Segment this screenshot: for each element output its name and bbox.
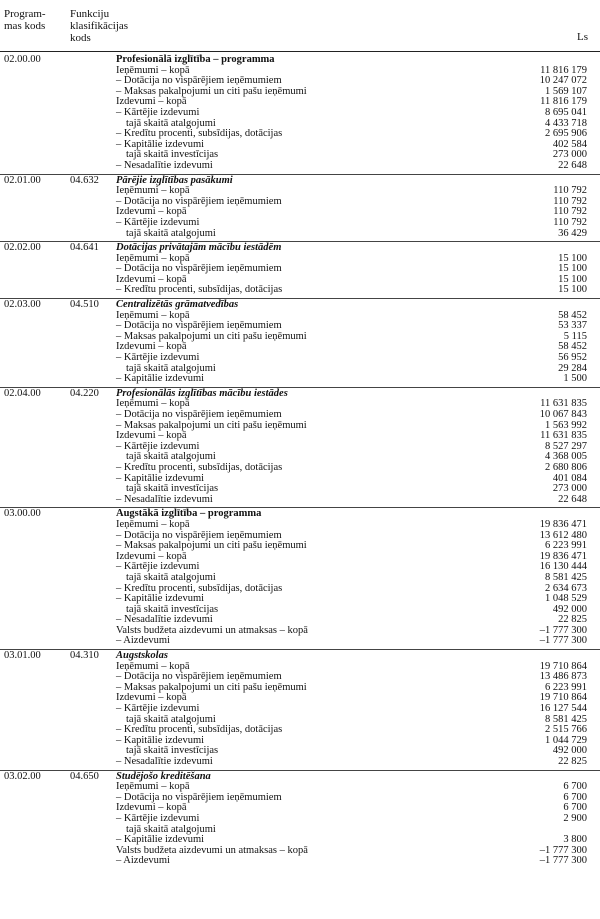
table-row — [0, 410, 600, 421]
row-label: – Kapitālie izdevumi — [116, 138, 205, 150]
row-label: – Kārtējie izdevumi — [116, 561, 200, 573]
function-code: 04.220 — [70, 387, 99, 399]
function-code: 04.641 — [70, 242, 99, 254]
row-value: 19 710 864 — [539, 692, 587, 704]
row-label: Izdevumi – kopā — [116, 341, 187, 353]
row-value: 4 368 005 — [545, 451, 587, 463]
table-row — [0, 573, 600, 584]
program-code: 02.00.00 — [4, 54, 41, 65]
program-code: 02.03.00 — [4, 299, 41, 311]
table-row — [0, 814, 600, 825]
row-label: – Maksas pakalpojumi un citi pašu ieņēmumi — [116, 540, 307, 552]
table-row — [0, 704, 600, 715]
row-value: 1 569 107 — [545, 85, 587, 97]
row-label: tajā skaitā investīcijas — [126, 149, 219, 161]
row-label: tajā skaitā atalgojumi — [126, 823, 216, 835]
program-section — [0, 389, 600, 509]
row-label: Ieņēmumi – kopā — [116, 398, 190, 410]
table-row — [0, 626, 600, 637]
table-row — [0, 311, 600, 322]
row-value: 2 515 766 — [545, 724, 587, 736]
row-label: – Dotācija no vispārējiem ieņēmumiem — [116, 320, 282, 332]
row-value: 19 710 864 — [539, 660, 587, 672]
section-title-row — [0, 389, 600, 400]
row-value: 53 337 — [558, 320, 587, 332]
program-section — [0, 651, 600, 771]
row-label: – Kārtējie izdevumi — [116, 440, 200, 452]
row-label: Izdevumi – kopā — [116, 430, 187, 442]
section-title: Studējošo kreditēšana — [116, 770, 211, 782]
section-title-row — [0, 772, 600, 783]
program-section — [0, 772, 600, 869]
table-row — [0, 636, 600, 647]
row-value: 13 612 480 — [539, 529, 587, 541]
row-value: 15 100 — [558, 263, 587, 275]
row-value: 8 581 425 — [545, 571, 587, 583]
table-row — [0, 474, 600, 485]
table-row — [0, 825, 600, 836]
row-label: tajā skaitā investīcijas — [126, 603, 219, 615]
row-label: Ieņēmumi – kopā — [116, 660, 190, 672]
row-value: 401 084 — [552, 472, 587, 484]
table-row — [0, 332, 600, 343]
row-label: – Nesadalītie izdevumi — [116, 493, 213, 505]
row-label: tajā skaitā atalgojumi — [126, 227, 216, 239]
row-value: 15 100 — [558, 273, 587, 285]
row-label: – Dotācija no vispārējiem ieņēmumiem — [116, 529, 282, 541]
row-value: 492 000 — [552, 603, 587, 615]
table-row — [0, 431, 600, 442]
row-label: – Kārtējie izdevumi — [116, 216, 200, 228]
table-row — [0, 793, 600, 804]
row-value: 110 792 — [553, 185, 587, 197]
row-value: 1 044 729 — [545, 734, 587, 746]
row-label: Ieņēmumi – kopā — [116, 252, 190, 264]
section-title-row — [0, 176, 600, 187]
table-row — [0, 484, 600, 495]
table-row — [0, 605, 600, 616]
row-value: 4 433 718 — [545, 117, 587, 129]
row-label: – Dotācija no vispārējiem ieņēmumiem — [116, 791, 282, 803]
program-code: 03.00.00 — [4, 508, 41, 520]
program-code: 02.01.00 — [4, 174, 41, 186]
row-label: – Kredītu procenti, subsīdijas, dotācijas — [116, 128, 283, 140]
row-value: 15 100 — [558, 284, 587, 296]
row-value: 11 816 179 — [540, 64, 587, 76]
row-value: 2 695 906 — [545, 128, 587, 140]
program-code: 02.02.00 — [4, 242, 41, 254]
row-label: – Kārtējie izdevumi — [116, 812, 200, 824]
row-value: 273 000 — [552, 149, 587, 161]
row-value: 6 223 991 — [545, 681, 587, 693]
table-row — [0, 264, 600, 275]
row-value: 15 100 — [558, 252, 587, 264]
row-label: tajā skaitā atalgojumi — [126, 362, 216, 374]
function-code: 04.632 — [70, 174, 99, 186]
row-label: Ieņēmumi – kopā — [116, 309, 190, 321]
row-label: Ieņēmumi – kopā — [116, 518, 190, 530]
budget-table-body — [0, 55, 600, 870]
table-row — [0, 452, 600, 463]
row-label: Ieņēmumi – kopā — [116, 185, 190, 197]
table-row — [0, 803, 600, 814]
row-value: 22 825 — [558, 614, 587, 626]
row-value: 110 792 — [553, 216, 587, 228]
row-value: 1 048 529 — [545, 593, 587, 605]
program-section — [0, 176, 600, 243]
program-section — [0, 243, 600, 299]
section-title-row — [0, 243, 600, 254]
table-row — [0, 342, 600, 353]
row-label: – Dotācija no vispārējiem ieņēmumiem — [116, 263, 282, 275]
table-row — [0, 562, 600, 573]
table-row — [0, 275, 600, 286]
row-value: 22 648 — [558, 159, 587, 171]
table-row — [0, 541, 600, 552]
table-row — [0, 97, 600, 108]
program-code: 02.04.00 — [4, 387, 41, 399]
row-label: Izdevumi – kopā — [116, 273, 187, 285]
row-value: 58 452 — [558, 309, 587, 321]
table-row — [0, 119, 600, 130]
row-value: 8 581 425 — [545, 713, 587, 725]
table-row — [0, 520, 600, 531]
row-label: Valsts budžeta aizdevumi un atmaksas – kopā — [116, 844, 308, 856]
section-title: Pārējie izglītības pasākumi — [116, 174, 233, 186]
table-row — [0, 140, 600, 151]
row-label: – Aizdevumi — [116, 855, 170, 867]
program-section — [0, 509, 600, 650]
table-row — [0, 129, 600, 140]
row-value: 6 223 991 — [545, 540, 587, 552]
table-row — [0, 463, 600, 474]
table-row — [0, 442, 600, 453]
table-row — [0, 207, 600, 218]
row-value: 19 836 471 — [539, 518, 587, 530]
row-label: – Dotācija no vispārējiem ieņēmumiem — [116, 195, 282, 207]
row-label: – Kredītu procenti, subsīdijas, dotācijas — [116, 724, 283, 736]
table-row — [0, 421, 600, 432]
row-label: – Maksas pakalpojumi un citi pašu ieņēmumi — [116, 419, 307, 431]
table-row — [0, 218, 600, 229]
row-label: tajā skaitā atalgojumi — [126, 571, 216, 583]
table-row — [0, 161, 600, 172]
row-value: –1 777 300 — [539, 624, 587, 636]
table-row — [0, 757, 600, 768]
row-label: – Aizdevumi — [116, 635, 170, 647]
row-label: – Kapitālie izdevumi — [116, 593, 205, 605]
row-label: – Kārtējie izdevumi — [116, 703, 200, 715]
section-title: Profesionālās izglītības mācību iestādes — [116, 387, 288, 399]
row-value: 8 527 297 — [545, 440, 587, 452]
table-row — [0, 197, 600, 208]
row-value: 11 631 835 — [540, 398, 587, 410]
row-value: –1 777 300 — [539, 855, 587, 867]
section-title: Augstskolas — [116, 650, 168, 662]
row-value: 2 680 806 — [545, 461, 587, 473]
row-label: – Kārtējie izdevumi — [116, 106, 200, 118]
row-value: 8 695 041 — [545, 106, 587, 118]
table-row — [0, 229, 600, 240]
function-code-header: Funkciju klasifikācijas kods — [70, 8, 129, 44]
row-value: 36 429 — [558, 227, 587, 239]
table-row — [0, 856, 600, 867]
table-row — [0, 746, 600, 757]
table-row — [0, 374, 600, 385]
row-value: 492 000 — [552, 745, 587, 757]
row-label: Ieņēmumi – kopā — [116, 781, 190, 793]
row-label: – Kārtējie izdevumi — [116, 352, 200, 364]
row-label: – Nesadalītie izdevumi — [116, 756, 213, 767]
row-label: – Kapitālie izdevumi — [116, 373, 205, 385]
row-value: 58 452 — [558, 341, 587, 353]
row-label: Izdevumi – kopā — [116, 206, 187, 218]
row-value: –1 777 300 — [539, 635, 587, 647]
section-title: Augstākā izglītība – programma — [116, 508, 262, 520]
row-value: 13 486 873 — [539, 671, 587, 683]
program-code-header: Program- mas kods — [4, 8, 46, 32]
section-title-row — [0, 509, 600, 520]
table-row — [0, 186, 600, 197]
row-value: 110 792 — [553, 195, 587, 207]
row-value: 110 792 — [553, 206, 587, 218]
table-row — [0, 552, 600, 563]
program-code: 03.02.00 — [4, 770, 41, 782]
table-row — [0, 584, 600, 595]
row-label: tajā skaitā atalgojumi — [126, 713, 216, 725]
row-value: 19 836 471 — [539, 550, 587, 562]
row-value: 10 067 843 — [539, 409, 587, 420]
table-row — [0, 108, 600, 119]
table-row — [0, 150, 600, 161]
table-row — [0, 87, 600, 98]
row-label: tajā skaitā investīcijas — [126, 483, 219, 495]
row-label: – Nesadalītie izdevumi — [116, 614, 213, 626]
row-value: 6 700 — [563, 791, 587, 803]
row-label: – Kapitālie izdevumi — [116, 472, 205, 484]
row-value: 6 700 — [563, 802, 587, 814]
row-label: Valsts budžeta aizdevumi un atmaksas – kopā — [116, 624, 308, 636]
row-label: – Nesadalītie izdevumi — [116, 159, 213, 171]
row-label: Izdevumi – kopā — [116, 550, 187, 562]
row-label: – Dotācija no vispārējiem ieņēmumiem — [116, 671, 282, 683]
row-value: 10 247 072 — [539, 75, 587, 87]
table-row — [0, 662, 600, 673]
row-value: 2 900 — [563, 812, 587, 824]
row-value: 1 500 — [563, 373, 587, 385]
row-value: 2 634 673 — [545, 582, 587, 594]
row-value: 22 648 — [558, 493, 587, 505]
row-label: tajā skaitā investīcijas — [126, 745, 219, 757]
table-row — [0, 594, 600, 605]
table-row — [0, 736, 600, 747]
row-label: Ieņēmumi – kopā — [116, 64, 190, 76]
row-value: 29 284 — [558, 362, 587, 374]
table-row — [0, 782, 600, 793]
row-value: 402 584 — [552, 138, 587, 150]
table-row — [0, 725, 600, 736]
section-title-row — [0, 55, 600, 66]
table-row — [0, 66, 600, 77]
row-value: 16 130 444 — [539, 561, 587, 573]
table-row — [0, 846, 600, 857]
row-value: 6 700 — [563, 781, 587, 793]
row-label: – Kredītu procenti, subsīdijas, dotācijas — [116, 284, 283, 296]
table-row — [0, 693, 600, 704]
table-row — [0, 285, 600, 296]
table-row — [0, 353, 600, 364]
function-code: 04.310 — [70, 650, 99, 662]
row-label: Izdevumi – kopā — [116, 802, 187, 814]
function-code: 04.510 — [70, 299, 99, 311]
table-header — [0, 6, 600, 52]
row-label: – Dotācija no vispārējiem ieņēmumiem — [116, 409, 282, 420]
program-section — [0, 55, 600, 175]
table-row — [0, 254, 600, 265]
function-code: 04.650 — [70, 770, 99, 782]
row-label: Izdevumi – kopā — [116, 96, 187, 108]
section-title-row — [0, 651, 600, 662]
row-value: –1 777 300 — [539, 844, 587, 856]
row-label: – Kredītu procenti, subsīdijas, dotācijas — [116, 461, 283, 473]
table-row — [0, 364, 600, 375]
row-label: – Maksas pakalpojumi un citi pašu ieņēmumi — [116, 330, 307, 342]
row-label: – Kapitālie izdevumi — [116, 734, 205, 746]
row-label: – Maksas pakalpojumi un citi pašu ieņēmumi — [116, 681, 307, 693]
table-row — [0, 715, 600, 726]
section-title-row — [0, 300, 600, 311]
row-value: 5 115 — [563, 330, 587, 342]
table-row — [0, 683, 600, 694]
row-label: Izdevumi – kopā — [116, 692, 187, 704]
row-value: 273 000 — [552, 483, 587, 495]
row-label: tajā skaitā atalgojumi — [126, 117, 216, 129]
row-value: 11 816 179 — [540, 96, 587, 108]
section-title: Profesionālā izglītība – programma — [116, 54, 275, 65]
row-value: 11 631 835 — [540, 430, 587, 442]
row-value: 56 952 — [558, 352, 587, 364]
row-value: 22 825 — [558, 756, 587, 767]
section-title: Centralizētās grāmatvedības — [116, 299, 239, 311]
row-value: 1 563 992 — [545, 419, 587, 431]
program-section — [0, 300, 600, 388]
row-label: – Kredītu procenti, subsīdijas, dotācijas — [116, 582, 283, 594]
row-label: – Kapitālie izdevumi — [116, 834, 205, 846]
currency-header: Ls — [577, 31, 588, 43]
row-label: – Dotācija no vispārējiem ieņēmumiem — [116, 75, 282, 87]
table-row — [0, 399, 600, 410]
program-code: 03.01.00 — [4, 650, 41, 662]
header-rule — [0, 51, 600, 52]
row-value: 16 127 544 — [539, 703, 587, 715]
row-value: 3 800 — [563, 834, 587, 846]
row-label: tajā skaitā atalgojumi — [126, 451, 216, 463]
section-title: Dotācijas privātajām mācību iestādēm — [116, 242, 282, 254]
table-row — [0, 495, 600, 506]
row-label: – Maksas pakalpojumi un citi pašu ieņēmumi — [116, 85, 307, 97]
